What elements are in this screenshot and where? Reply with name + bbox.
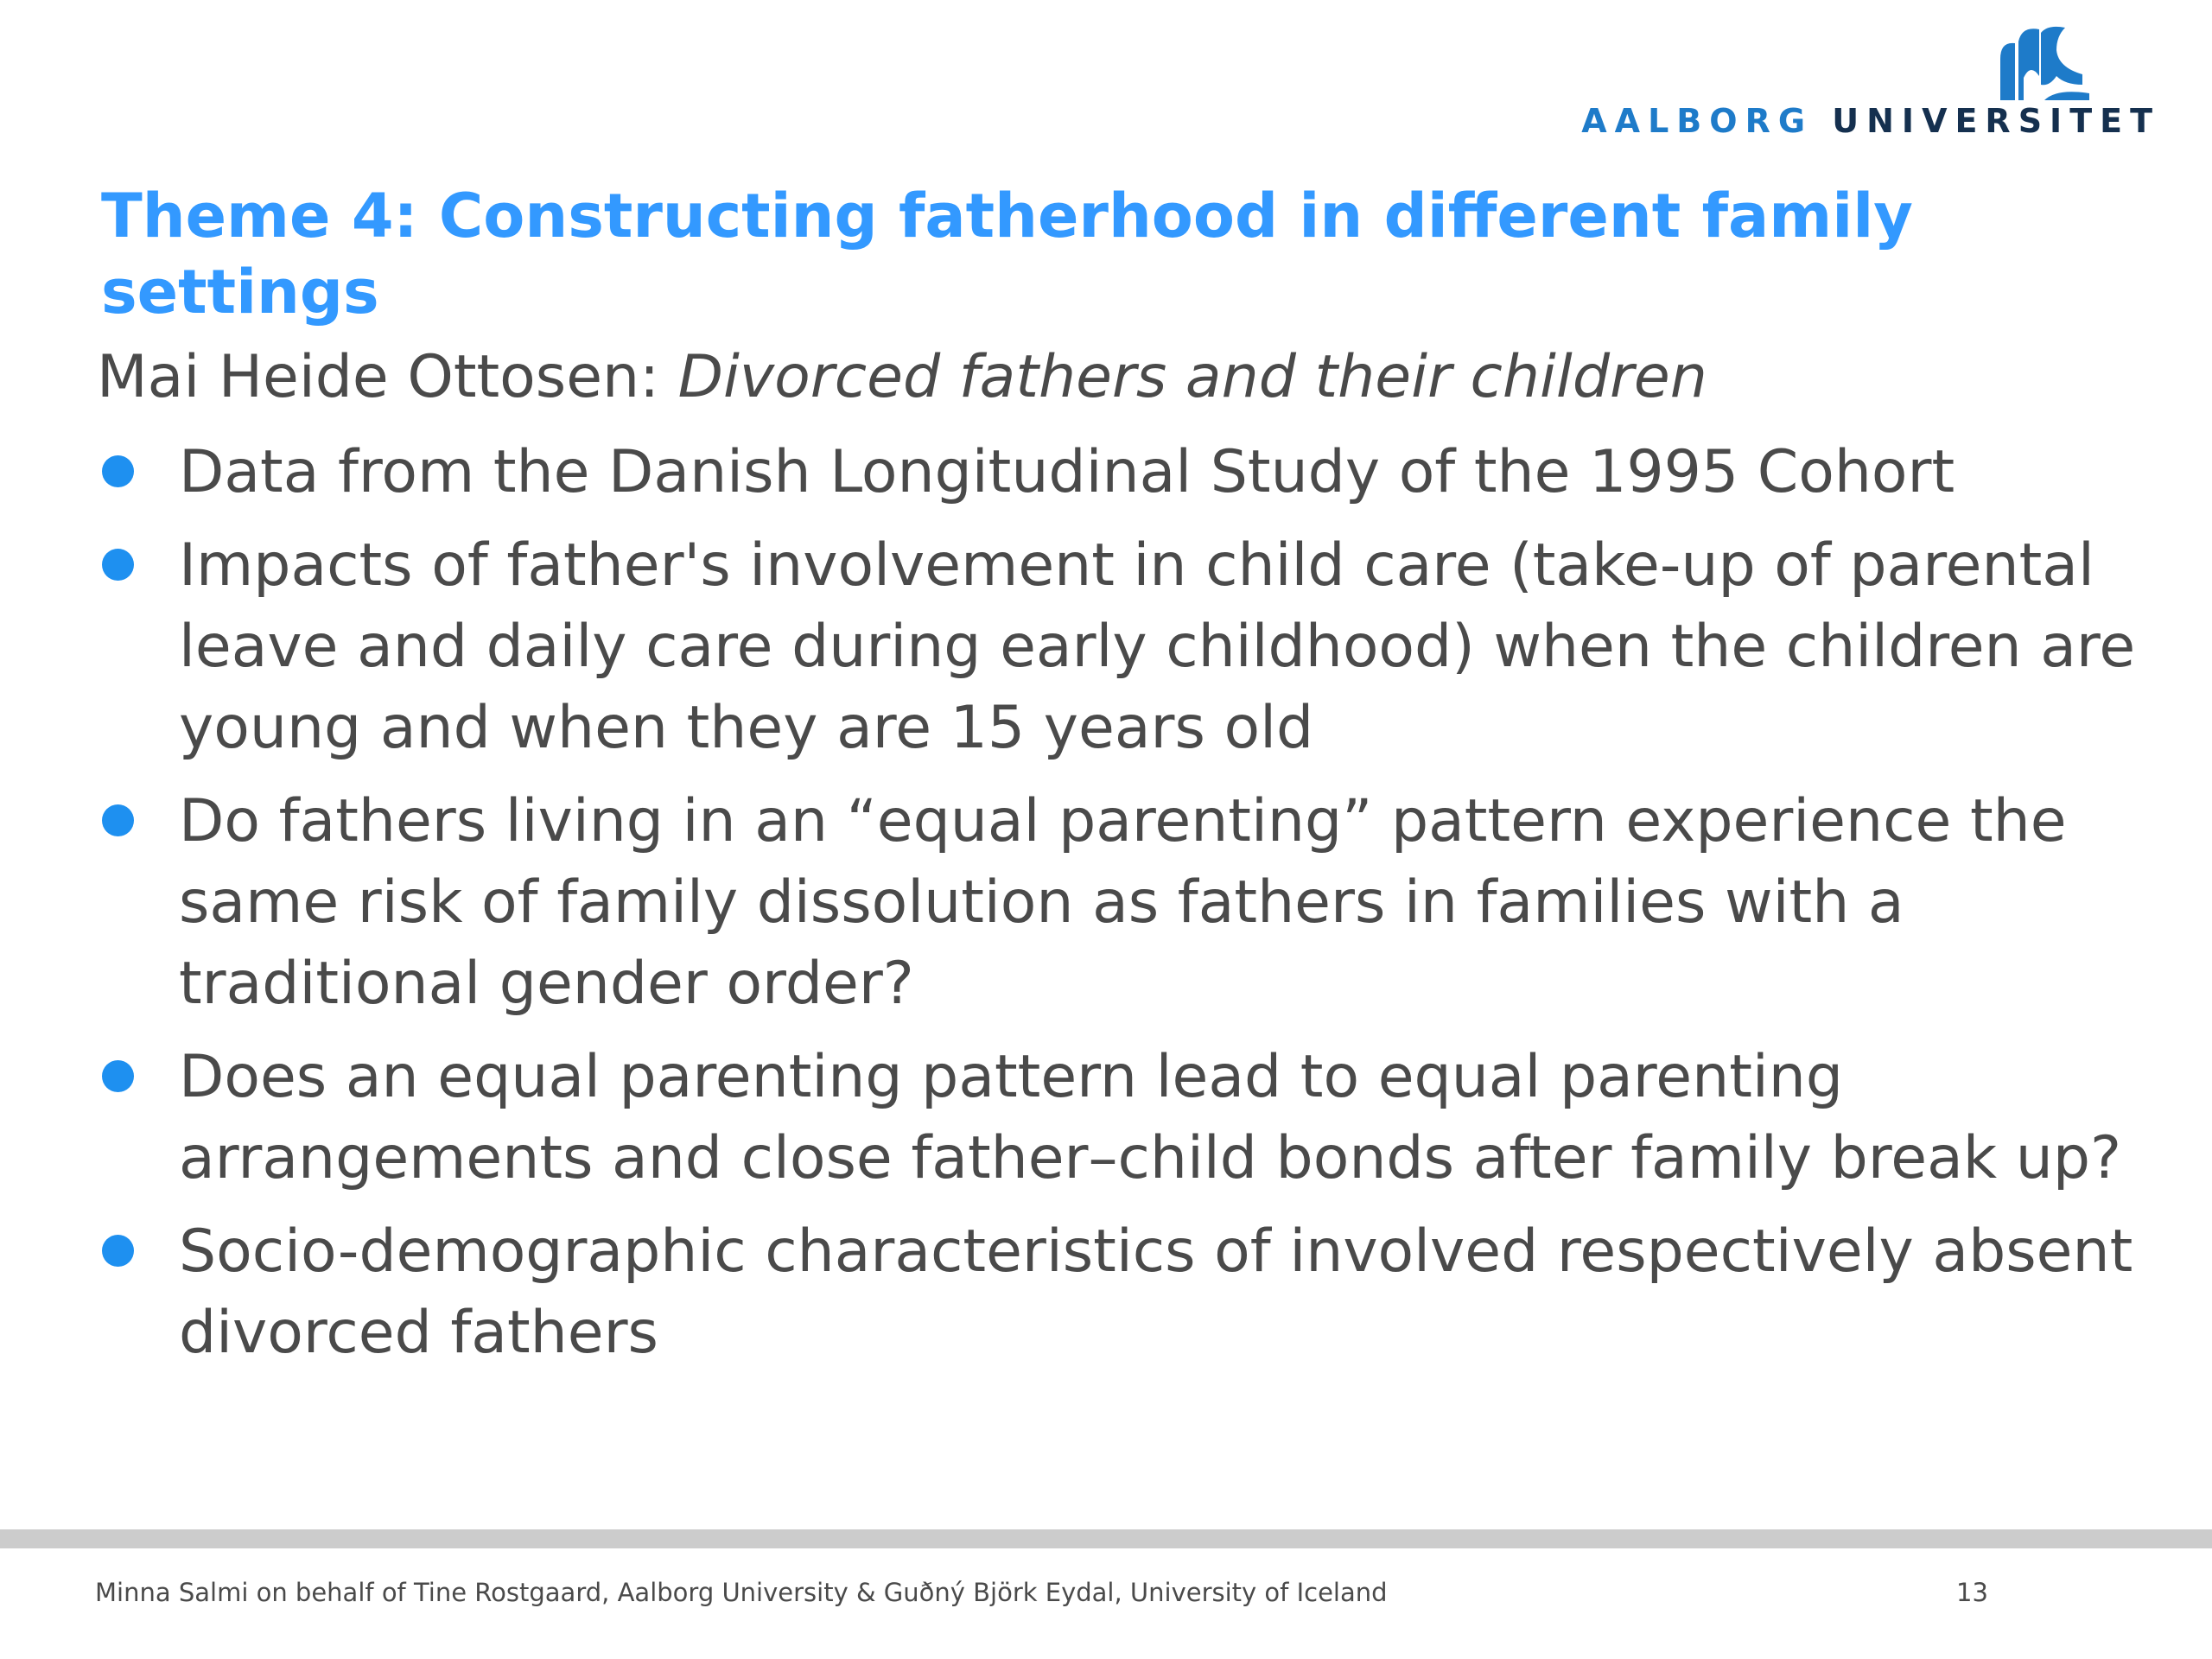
page-number: 13 <box>1956 1578 1988 1607</box>
bullet-item <box>0 525 2143 769</box>
logo-word-universitet: UNIVERSITET <box>1832 102 2160 140</box>
logo-word-aalborg: AALBORG <box>1581 102 1814 140</box>
bullet-item <box>0 1037 2143 1199</box>
aalborg-logo-icon <box>1996 24 2091 102</box>
bullet-dot-icon <box>102 1235 134 1267</box>
bullet-item <box>0 432 2143 513</box>
bullet-list <box>0 432 2143 1386</box>
bullet-dot-icon <box>102 804 134 836</box>
slide-subtitle <box>97 339 2084 416</box>
bullet-text: Do fathers living in an “equal parenting” pattern experience the same risk of family dissolution as fathers in families with a traditional gender order? <box>179 787 2067 1018</box>
subtitle-author: Mai Heide Ottosen: <box>97 343 678 411</box>
aalborg-universitet-logo <box>1460 24 2160 145</box>
bullet-text: Data from the Danish Longitudinal Study of the 1995 Cohort <box>179 438 1955 506</box>
footer-divider <box>0 1529 2212 1548</box>
bullet-text: Does an equal parenting pattern lead to equal parenting arrangements and close father–child bonds after family break up? <box>179 1043 2122 1192</box>
bullet-dot-icon <box>102 455 134 487</box>
bullet-text: Impacts of father's involvement in child care (take-up of parental leave and daily care during early childhood) when the children are young and when they are 15 years old <box>179 531 2136 762</box>
bullet-text: Socio-demographic characteristics of involved respectively absent divorced fathers <box>179 1217 2133 1367</box>
slide-title: Theme 4: Constructing fatherhood in different family settings <box>101 181 1913 327</box>
bullet-item <box>0 781 2143 1025</box>
bullet-dot-icon <box>102 1060 134 1092</box>
bullet-dot-icon <box>102 549 134 581</box>
subtitle-work-title: Divorced fathers and their children <box>677 343 1707 411</box>
bullet-item <box>0 1211 2143 1374</box>
logo-wordmark <box>1581 102 2160 140</box>
footer-credit: Minna Salmi on behalf of Tine Rostgaard, Aalborg University & Guðný Björk Eydal, University of Iceland <box>95 1578 1388 1607</box>
